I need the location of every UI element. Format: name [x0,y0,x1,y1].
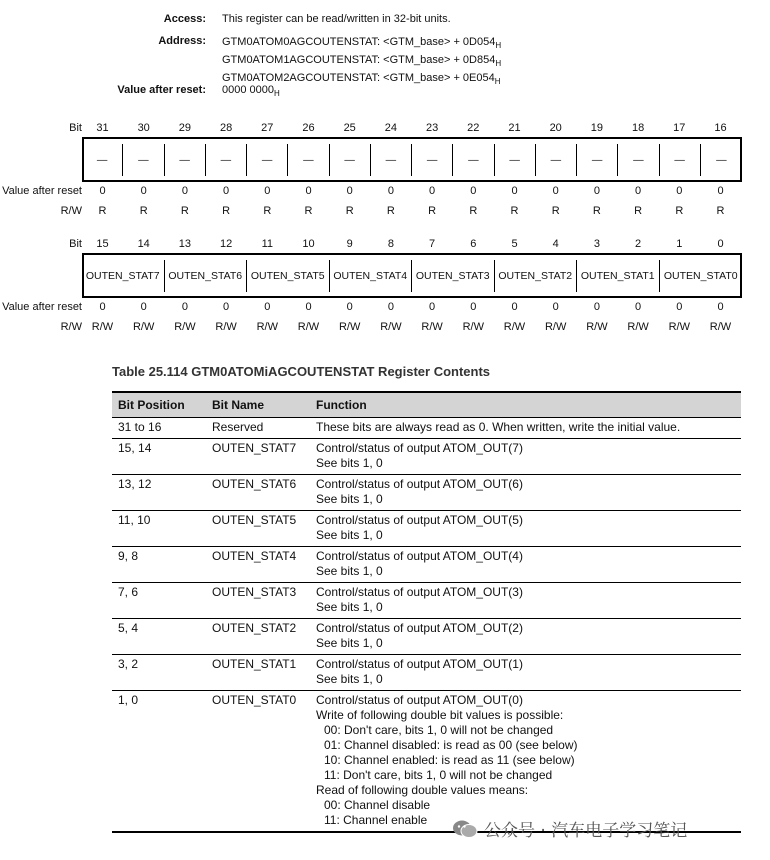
register-field: OUTEN_STAT3 [412,260,495,292]
function-line: Control/status of output ATOM_OUT(1) [316,657,523,671]
function-line: 11: Channel enable [324,813,428,827]
function-line: 11: Don't care, bits 1, 0 will not be changed [324,768,553,782]
register-field: OUTEN_STAT4 [330,260,413,292]
reset-value: 0 [346,301,353,313]
register-field: — [288,144,329,176]
register-field: — [371,144,412,176]
bit-position-cell: 11, 10 [112,511,206,547]
register-field: OUTEN_STAT6 [165,260,248,292]
rw-value: R/W [668,321,690,333]
rw-row-label: R/W [60,321,82,333]
function-line: 00: Channel disable [324,798,431,812]
rw-value: R [634,205,643,217]
function-line: Control/status of output ATOM_OUT(4) [316,549,523,563]
reset-value: 0 [305,301,312,313]
function-cell [310,511,741,547]
reset-value: 0 [140,185,147,197]
bit-name-cell: OUTEN_STAT1 [206,655,310,691]
address-line: GTM0ATOM2AGCOUTENSTAT: <GTM_base> + $0E054_H$ [222,72,501,86]
reset-value: 0 [635,185,642,197]
bit-number: 21 [508,122,521,134]
bit-name-cell: OUTEN_STAT4 [206,547,310,583]
register-field: — [495,144,536,176]
rw-value: R/W [503,321,526,333]
reset-value: 0 [511,185,518,197]
rw-value: R/W [709,321,732,333]
reset-value: 0 [552,185,559,197]
watermark [452,816,687,841]
reset-value: 0 [387,301,394,313]
bit-name-cell: OUTEN_STAT0 [206,691,310,833]
rw-value: R/W [462,321,484,333]
reset-value: 0 [635,301,642,313]
bit-number: 11 [261,238,273,250]
reset-value: 0 [346,185,353,197]
reset-value: 0 [470,185,477,197]
bit-name-cell: OUTEN_STAT5 [206,511,310,547]
function-line: See bits 1, 0 [316,492,383,506]
rw-value: R/W [215,321,237,333]
rw-value: R/W [174,321,196,333]
bit-position-cell: 31 to 16 [112,418,206,439]
reset-value: 0 [717,301,724,313]
bit-number: 23 [425,122,439,134]
register-field: — [577,144,618,176]
function-line: Control/status of output ATOM_OUT(7) [316,441,523,455]
function-cell [310,619,741,655]
register-field: — [618,144,659,176]
function-cell [310,547,741,583]
table-title: Table 25.114 GTM0ATOMiAGCOUTENSTAT Register Contents [112,364,491,379]
rw-value: R/W [297,321,320,333]
bit-number: 24 [384,122,398,134]
reset-label: Value after reset: [117,84,206,96]
reset-value: 0 [676,301,683,313]
register-field: — [82,144,123,176]
register-contents-table [112,391,741,833]
function-line: See bits 1, 0 [316,672,383,686]
function-line: Control/status of output ATOM_OUT(2) [316,621,523,635]
reset-value: 0 [264,301,271,313]
register-field: — [536,144,577,176]
bit-position-cell: 7, 6 [112,583,206,619]
rw-value: R/W [421,321,443,333]
register-field: — [412,144,453,176]
reset-value: 0 [429,185,436,197]
reset-value: 0 [99,185,106,197]
bit-name-cell: OUTEN_STAT7 [206,439,310,475]
register-field: — [330,144,371,176]
function-line: Control/status of output ATOM_OUT(0) [316,693,523,707]
reset-value: 0 [511,301,518,313]
bit-number: 29 [178,122,192,134]
function-line: See bits 1, 0 [316,528,383,542]
function-cell [310,655,741,691]
register-field: — [123,144,164,176]
rw-value: R [675,205,684,217]
rw-row-label: R/W [60,205,82,217]
function-line: 01: Channel disabled: is read as 00 (see below) [324,738,578,752]
bit-number: 10 [302,238,315,250]
function-cell [310,475,741,511]
rw-value: R/W [338,321,361,333]
register-field: OUTEN_STAT1 [577,260,660,292]
table-row [112,418,741,439]
rw-value: R [98,205,107,217]
rw-value: R/W [586,321,608,333]
bit-number: 26 [302,122,315,134]
rw-value: R [180,205,189,217]
address-line: GTM0ATOM0AGCOUTENSTAT: <GTM_base> + $0D054_H$ [222,36,502,50]
reset-value: 0 [223,301,230,313]
table-header-row [112,392,741,418]
reset-value: 0 [552,301,559,313]
bit-number: 1 [676,238,683,250]
function-line: See bits 1, 0 [316,564,383,578]
reset-value: 0 [593,185,600,197]
bit-number: 25 [343,122,356,134]
column-header: Function [310,392,741,418]
rw-value: R [139,205,148,217]
function-line: See bits 1, 0 [316,636,383,650]
function-cell [310,691,741,833]
address-line: GTM0ATOM1AGCOUTENSTAT: <GTM_base> + $0D854_H$ [222,54,502,68]
function-line: 00: Don't care, bits 1, 0 will not be changed [324,723,554,737]
reset-row-label: Value after reset [2,301,82,313]
bit-number: 3 [593,238,600,250]
wechat-icon [452,819,478,839]
register-field: — [247,144,288,176]
bit-name-cell: OUTEN_STAT3 [206,583,310,619]
bit-number: 31 [96,122,109,134]
table-row [112,439,741,475]
table-row [112,547,741,583]
bit-position-cell: 1, 0 [112,691,206,833]
rw-value: R [222,205,231,217]
bit-name-cell: OUTEN_STAT6 [206,475,310,511]
column-header: Bit Position [112,392,206,418]
function-line: Control/status of output ATOM_OUT(6) [316,477,523,491]
watermark-text: 公众号 · 汽车电子学习笔记 [484,821,688,841]
reset-value: 0 [387,185,394,197]
table-row [112,511,741,547]
bit-position-cell: 15, 14 [112,439,206,475]
bit-number: 28 [219,122,233,134]
rw-value: R [551,205,560,217]
register-field: — [453,144,494,176]
table-row [112,655,741,691]
bit-number: 8 [387,238,394,250]
address-list [222,35,501,89]
reset-value: 0 [140,301,147,313]
register-field: — [716,154,727,166]
bit-number: 6 [470,238,477,250]
bit-position-cell: 5, 4 [112,619,206,655]
register-field: OUTEN_STAT7 [82,260,165,292]
reset-value: 0 [99,301,106,313]
bit-number: 9 [346,238,353,250]
bit-number: 15 [96,238,109,250]
function-line: See bits 1, 0 [316,456,383,470]
bit-name-cell: OUTEN_STAT2 [206,619,310,655]
reset-value: 0 [223,185,230,197]
bit-position-cell: 9, 8 [112,547,206,583]
rw-value: R/W [544,321,567,333]
bit-number: 16 [714,122,727,134]
function-line: Control/status of output ATOM_OUT(3) [316,585,523,599]
function-line: These bits are always read as 0. When written, write the initial value. [316,420,681,434]
rw-value: R/W [380,321,402,333]
reset-value: 0 [264,185,271,197]
reset-value: 0 [676,185,683,197]
table-row [112,691,741,833]
bit-position-cell: 3, 2 [112,655,206,691]
rw-value: R [469,205,478,217]
reset-value: 0 [717,185,724,197]
bit-number: 18 [631,122,645,134]
register-field: — [206,144,247,176]
bit-number: 5 [511,238,518,250]
register-field: OUTEN_STAT0 [663,270,738,282]
rw-value: R/W [91,321,114,333]
function-line: 10: Channel enabled: is read as 11 (see below) [324,753,575,767]
reset-value: 0 [429,301,436,313]
register-field: — [165,144,206,176]
bit-number: 19 [590,122,604,134]
function-cell [310,418,741,439]
bit-number: 20 [549,122,562,134]
function-line: Control/status of output ATOM_OUT(5) [316,513,523,527]
bit-number: 14 [137,238,150,250]
rw-value: R [428,205,437,217]
reset-value: 0 [181,301,188,313]
bit-number: 7 [429,238,436,250]
reset-value: 0 [470,301,477,313]
rw-value: R/W [132,321,155,333]
rw-value: R [263,205,272,217]
register-field: — [660,144,701,176]
bit-number: 2 [635,238,642,250]
bit-number: 0 [717,238,724,250]
rw-value: R [386,205,395,217]
bit-number: 22 [467,122,480,134]
function-line: See bits 1, 0 [316,600,383,614]
rw-value: R/W [256,321,278,333]
rw-value: R [592,205,601,217]
reset-row-label: Value after reset [2,185,82,197]
table-row [112,475,741,511]
reset-value: 0000 $0000_H$ [222,84,280,98]
table-row [112,583,741,619]
rw-value: R/W [627,321,649,333]
reset-value: 0 [593,301,600,313]
bit-label: Bit [69,238,82,250]
bit-name-cell: Reserved [206,418,310,439]
table-row [112,619,741,655]
bit-number: 13 [178,238,192,250]
address-label: Address: [158,35,206,47]
rw-value: R [716,205,725,217]
function-cell [310,439,741,475]
access-value: This register can be read/written in 32-bit units. [222,13,451,25]
reset-value: 0 [305,185,312,197]
function-cell [310,583,741,619]
rw-value: R [510,205,519,217]
reset-value: 0 [181,185,188,197]
bit-label: Bit [69,122,82,134]
access-label: Access: [163,13,206,25]
register-field: OUTEN_STAT2 [495,260,578,292]
bit-position-cell: 13, 12 [112,475,206,511]
bit-number: 30 [137,122,150,134]
bit-number: 4 [552,238,559,250]
bit-number: 27 [261,122,274,134]
function-line: Write of following double bit values is possible: [316,708,564,722]
register-field: OUTEN_STAT5 [247,260,330,292]
rw-value: R [304,205,313,217]
bit-number: 17 [673,122,686,134]
bit-number: 12 [219,238,233,250]
function-line: Read of following double values means: [316,783,529,797]
rw-value: R [345,205,354,217]
column-header: Bit Name [206,392,310,418]
